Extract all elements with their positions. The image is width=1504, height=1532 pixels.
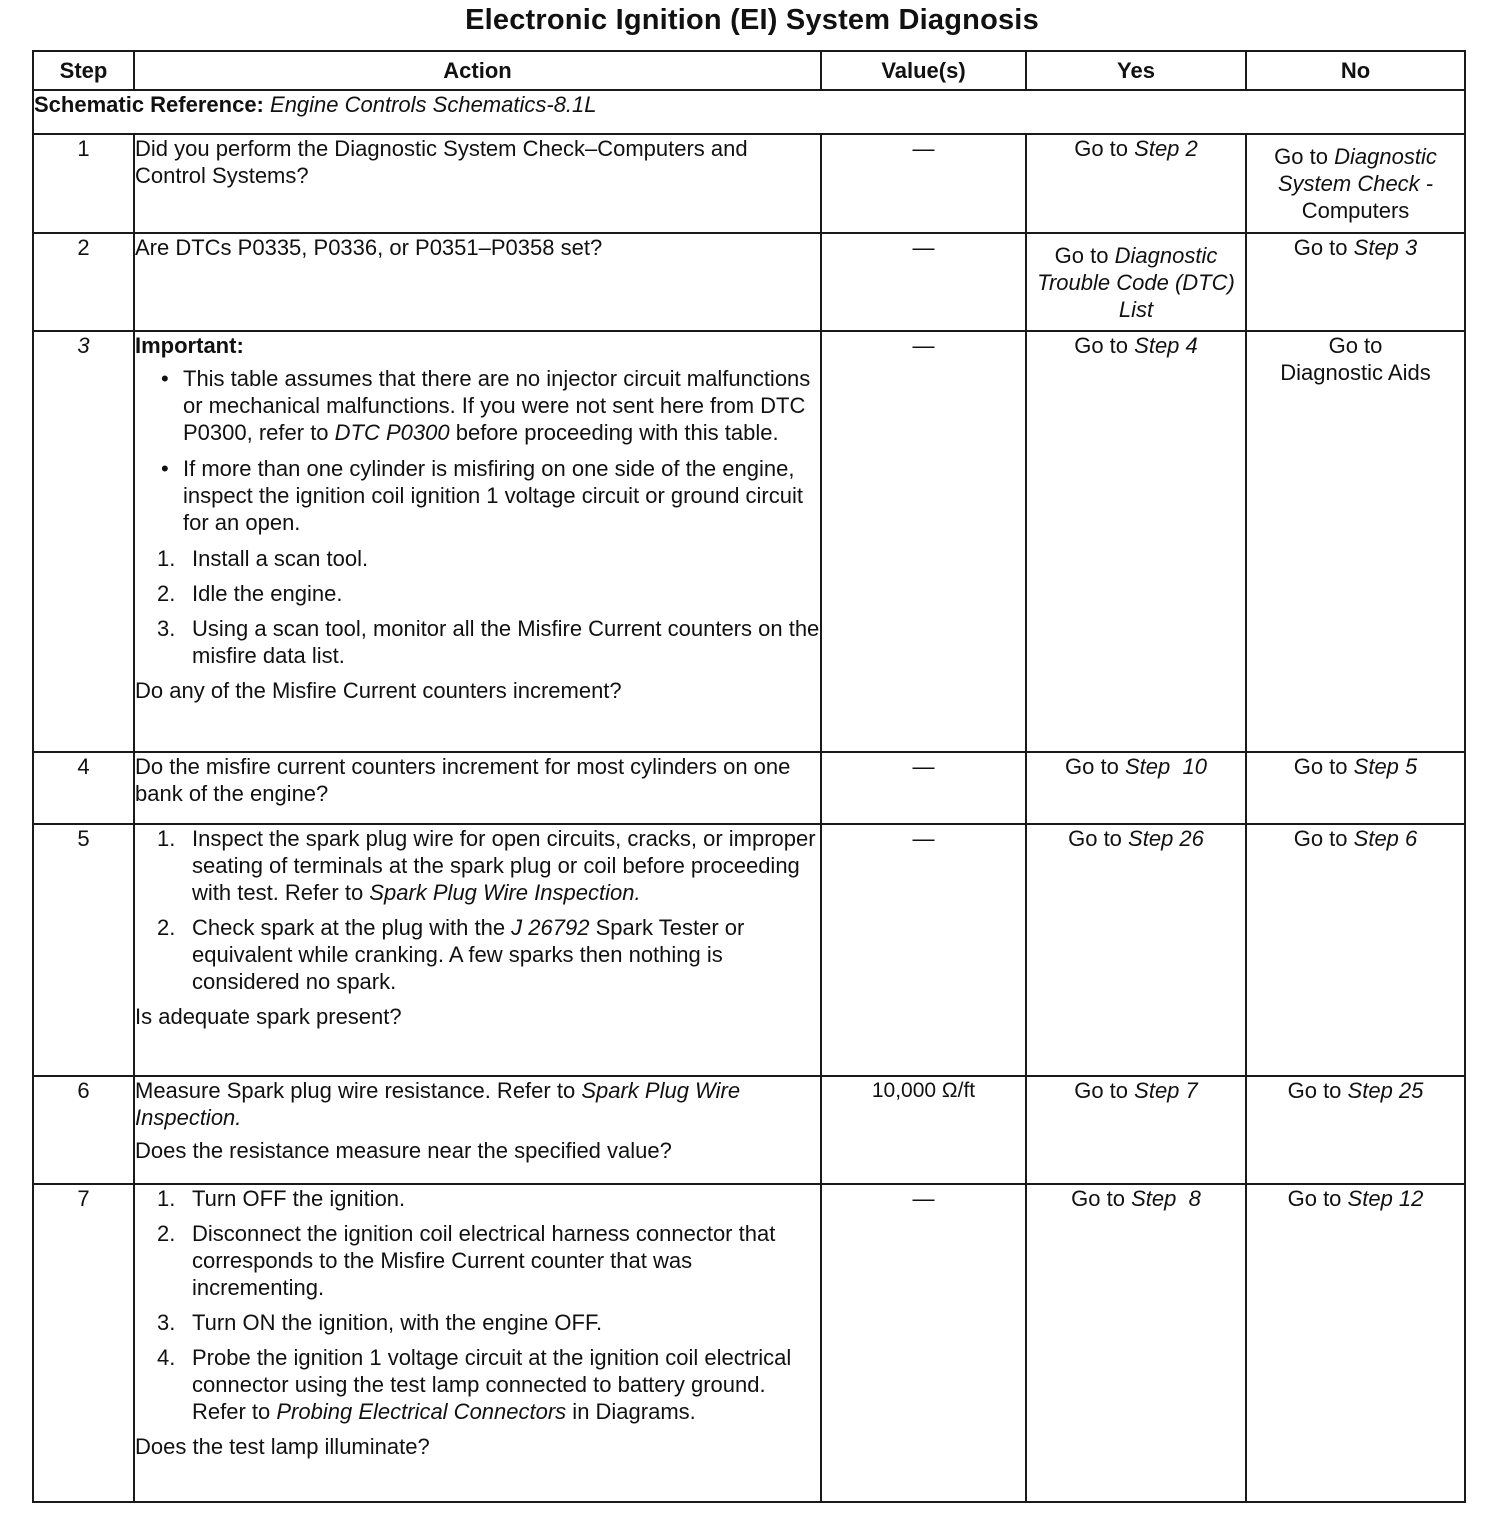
no-target[interactable]: Diagnostic Aids: [1280, 360, 1431, 385]
value-cell: —: [821, 752, 1026, 824]
no-target[interactable]: Step 12: [1347, 1186, 1424, 1211]
procedure-step: 1. Install a scan tool.: [157, 546, 369, 571]
yes-cell[interactable]: Go to Step 10: [1026, 752, 1246, 824]
spark-plug-wire-link[interactable]: Spark Plug Wire Inspection.: [135, 1078, 741, 1130]
action-cell: [134, 752, 821, 824]
schematic-reference: [33, 90, 1465, 134]
value-cell: —: [821, 233, 1026, 331]
yes-cell[interactable]: Go to Diagnostic Trouble Code (DTC) List: [1026, 233, 1246, 331]
tool-reference: J 26792: [511, 915, 590, 940]
no-target[interactable]: Diagnostic System Check -: [1277, 144, 1437, 196]
action-text: Measure Spark plug wire resistance. Refer to Spark Plug Wire Inspection.: [135, 1078, 741, 1130]
yes-cell[interactable]: Go to Step 7: [1026, 1076, 1246, 1184]
important-bullet: • This table assumes that there are no injector circuit malfunctions or mechanical malfunctions. If you were not sent here from DTC P0300, refer to DTC P0300 before proceeding with this table.: [135, 365, 820, 446]
header-step: Step: [33, 51, 134, 90]
yes-cell[interactable]: Go to Step 4: [1026, 331, 1246, 752]
step-number: 4: [33, 752, 134, 824]
no-target[interactable]: Step 5: [1353, 754, 1418, 779]
procedure-step: 1. Turn OFF the ignition.: [157, 1186, 406, 1211]
table-row: [33, 1184, 1465, 1502]
action-cell: [134, 134, 821, 233]
step-number: 2: [33, 233, 134, 331]
yes-target[interactable]: Step 8: [1131, 1186, 1201, 1211]
value-cell: 10,000 Ω/ft: [821, 1076, 1026, 1184]
step-number: 5: [33, 824, 134, 1076]
probing-link[interactable]: Probing Electrical Connectors: [276, 1399, 567, 1424]
procedure-step: 2. Disconnect the ignition coil electrical harness connector that corresponds to the Misfire Current counter that was incrementing.: [157, 1221, 776, 1300]
important-bullet: • If more than one cylinder is misfiring on one side of the engine, inspect the ignition coil ignition 1 voltage circuit or ground circuit for an open.: [135, 455, 820, 536]
no-target[interactable]: Step 3: [1353, 235, 1418, 260]
action-cell: [134, 1076, 821, 1184]
yes-target[interactable]: Diagnostic Trouble Code (DTC) List: [1037, 242, 1235, 322]
header-values: Value(s): [821, 51, 1026, 90]
procedure-step: 4. Probe the ignition 1 voltage circuit at the ignition coil electrical connector using the test lamp connected to battery ground. Refer to Probing Electrical Connectors in Diagrams.: [157, 1345, 792, 1424]
header-yes: Yes: [1026, 51, 1246, 90]
yes-target[interactable]: Step 10: [1124, 754, 1207, 779]
step-number: 3: [33, 331, 134, 752]
procedure-step: 1. Inspect the spark plug wire for open circuits, cracks, or improper seating of terminals at the spark plug or coil before proceeding with test. Refer to Spark Plug Wire Inspection.: [157, 826, 816, 905]
dtc-link[interactable]: DTC P0300: [334, 420, 450, 445]
table-row: [33, 1076, 1465, 1184]
table-row: [33, 752, 1465, 824]
action-cell: [134, 1184, 821, 1502]
action-cell: [134, 233, 821, 331]
action-question: Did you perform the Diagnostic System Check–Computers and Control Systems?: [135, 136, 748, 188]
no-target[interactable]: Step 6: [1353, 826, 1418, 851]
action-question: Does the test lamp illuminate?: [135, 1434, 430, 1459]
table-row: [33, 233, 1465, 331]
header-row: [33, 51, 1465, 90]
diagnosis-table: [32, 50, 1466, 1503]
header-action: Action: [134, 51, 821, 90]
header-no: No: [1246, 51, 1465, 90]
no-target[interactable]: Step 25: [1347, 1078, 1424, 1103]
no-cell[interactable]: Go to Step 6: [1246, 824, 1465, 1076]
yes-target[interactable]: Step 4: [1134, 333, 1198, 358]
schematic-row: [33, 90, 1465, 134]
no-target-extra: Computers: [1301, 198, 1410, 223]
yes-cell[interactable]: Go to Step 26: [1026, 824, 1246, 1076]
schematic-link[interactable]: Engine Controls Schematics-8.1L: [270, 92, 597, 117]
step-number: 6: [33, 1076, 134, 1184]
procedure-step: 2. Check spark at the plug with the J 26792 Spark Tester or equivalent while cranking. A few sparks then nothing is considered no spark.: [157, 915, 745, 994]
value-cell: —: [821, 1184, 1026, 1502]
no-cell[interactable]: Go to Step 25: [1246, 1076, 1465, 1184]
no-cell[interactable]: Go to Step 5: [1246, 752, 1465, 824]
procedure-step: 2. Idle the engine.: [157, 581, 343, 606]
table-row: [33, 824, 1465, 1076]
yes-target[interactable]: Step 7: [1134, 1078, 1198, 1103]
action-question: Are DTCs P0335, P0336, or P0351–P0358 set?: [135, 235, 603, 260]
important-label: Important:: [135, 333, 244, 358]
no-cell[interactable]: Go to Step 3: [1246, 233, 1465, 331]
action-cell: [134, 331, 821, 752]
step-number: 7: [33, 1184, 134, 1502]
value-cell: —: [821, 824, 1026, 1076]
spark-plug-wire-link[interactable]: Spark Plug Wire Inspection.: [369, 880, 641, 905]
action-question: Do the misfire current counters increment for most cylinders on one bank of the engine?: [135, 754, 791, 806]
yes-target[interactable]: Step 2: [1134, 136, 1198, 161]
value-cell: —: [821, 331, 1026, 752]
yes-cell[interactable]: Go to Step 8: [1026, 1184, 1246, 1502]
action-question: Is adequate spark present?: [135, 1004, 402, 1029]
no-cell[interactable]: Go to Step 12: [1246, 1184, 1465, 1502]
action-cell: [134, 824, 821, 1076]
action-question: Do any of the Misfire Current counters increment?: [135, 678, 622, 703]
value-cell: —: [821, 134, 1026, 233]
no-cell[interactable]: Go to Diagnostic System Check - Computers: [1246, 134, 1465, 233]
table-row: [33, 134, 1465, 233]
table-row: [33, 331, 1465, 752]
step-number: 1: [33, 134, 134, 233]
no-cell[interactable]: Go to Diagnostic Aids: [1246, 331, 1465, 752]
procedure-step: 3. Turn ON the ignition, with the engine OFF.: [157, 1310, 603, 1335]
yes-cell[interactable]: Go to Step 2: [1026, 134, 1246, 233]
schematic-label: Schematic Reference:: [34, 92, 264, 117]
page-title: Electronic Ignition (EI) System Diagnosis: [465, 4, 1039, 36]
yes-target[interactable]: Step 26: [1128, 826, 1204, 851]
procedure-step: 3. Using a scan tool, monitor all the Misfire Current counters on the misfire data list.: [157, 616, 820, 668]
action-question: Does the resistance measure near the specified value?: [135, 1138, 672, 1163]
